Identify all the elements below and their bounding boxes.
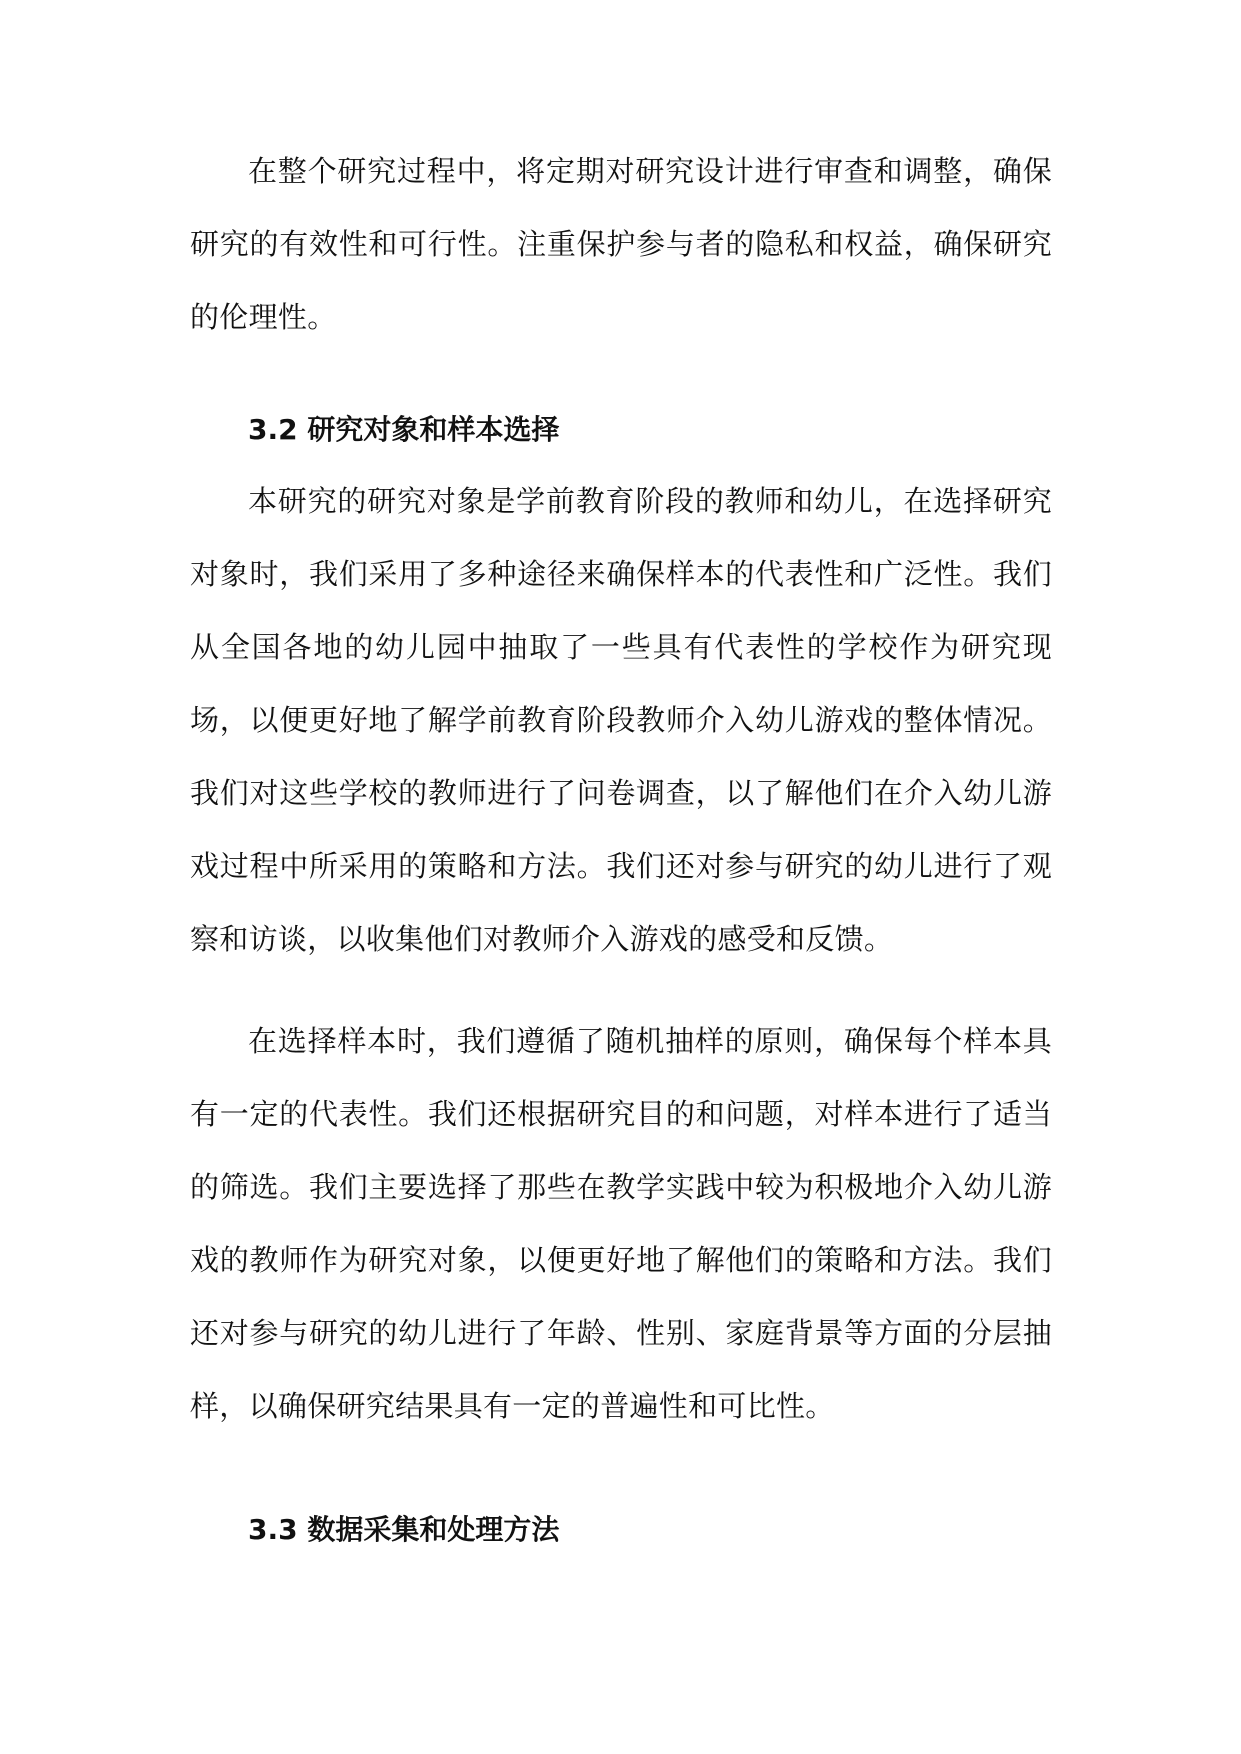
section-heading-3-3: 3.3 数据采集和处理方法	[248, 1513, 560, 1546]
section-heading-3-2: 3.2 研究对象和样本选择	[248, 413, 560, 446]
paragraph-text: 本研究的研究对象是学前教育阶段的教师和幼儿，在选择研究对象时，我们采用了多种途径来确保样本的代表性和广泛性。我们从全国各地的幼儿园中抽取了一些具有代表性的学校作为研究现场，以便更好地了解学前教育阶段教师介入幼儿游戏的整体情况。我们对这些学校的教师进行了问卷调查，以了解他们在介入幼儿游戏过程中所采用的策略和方法。我们还对参与研究的幼儿进行了观察和访谈，以收集他们对教师介入游戏的感受和反馈。	[190, 484, 1052, 956]
paragraph-research-subjects	[190, 465, 1052, 976]
paragraph-text: 在选择样本时，我们遵循了随机抽样的原则，确保每个样本具有一定的代表性。我们还根据研究目的和问题，对样本进行了适当的筛选。我们主要选择了那些在教学实践中较为积极地介入幼儿游戏的教师作为研究对象，以便更好地了解他们的策略和方法。我们还对参与研究的幼儿进行了年龄、性别、家庭背景等方面的分层抽样，以确保研究结果具有一定的普遍性和可比性。	[190, 1024, 1052, 1423]
paragraph-sample-selection	[190, 1005, 1052, 1443]
paragraph-research-review	[190, 135, 1052, 354]
paragraph-text: 在整个研究过程中，将定期对研究设计进行审查和调整，确保研究的有效性和可行性。注重保护参与者的隐私和权益，确保研究的伦理性。	[190, 154, 1052, 334]
